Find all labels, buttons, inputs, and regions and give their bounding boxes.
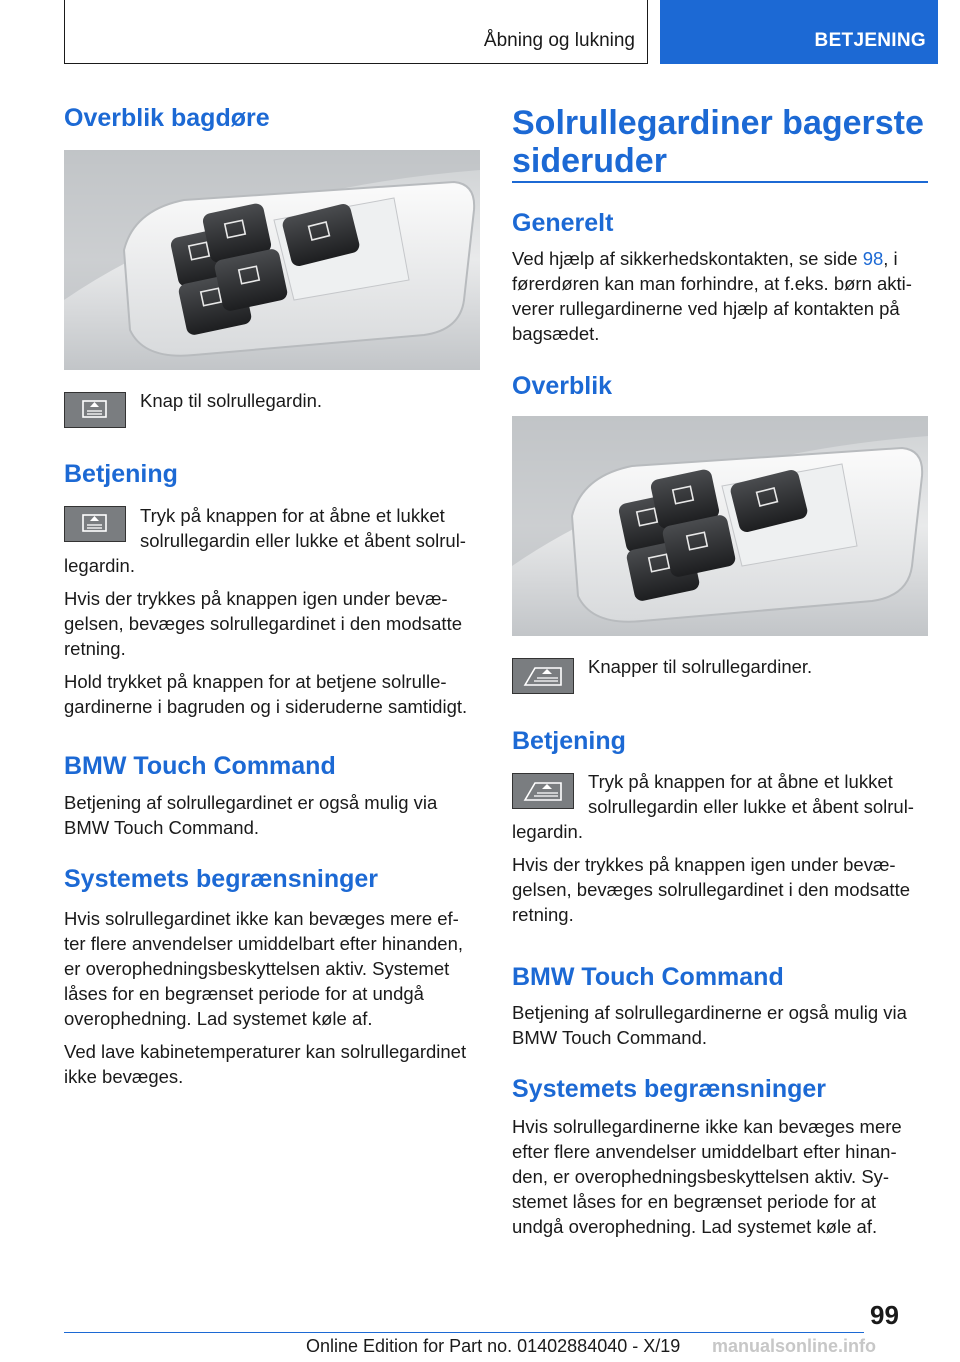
limits-paragraph-1: Hvis solrullegardinet ikke kan bevæges mere ef‐ter flere anvendelser umiddelbart efter hinanden, er overophedningsbeskyttelsen aktiv. Systemet låses for en begrænset periode for at undgå overophedning. Lad systemet køle af.: [64, 908, 464, 1029]
rear-switch-photo: [512, 416, 928, 636]
heading-begraensninger: Systemets begrænsninger: [64, 865, 378, 893]
footer-rule: [64, 1332, 864, 1333]
sunblind-button-icon: [64, 506, 126, 542]
generelt-text-a: Ved hjælp af sikkerhedskontakten, se side: [512, 248, 863, 269]
heading-betjening: Betjening: [64, 460, 178, 488]
betjening-line-2: solrullegardin eller lukke et åbent solrul‐: [140, 530, 466, 551]
side-window-blind-icon: [512, 773, 574, 809]
heading-overblik-bagdore: Overblik bagdøre: [64, 104, 270, 132]
chapter-title: Åbning og lukning: [483, 30, 635, 51]
page-link-98[interactable]: 98: [862, 248, 884, 269]
betjening-right-line-1: Tryk på knappen for at åbne et lukket: [588, 771, 893, 792]
heading-betjening-right: Betjening: [512, 727, 626, 755]
side-window-blind-icon: [512, 658, 574, 694]
generelt-text-b: , i førerdøren kan man forhindre, at f.eks. børn akti‐verer rullegardinerne ved hjælp af kontakten på bagsædet.: [512, 248, 912, 344]
limits-right-paragraph: Hvis solrullegardinerne ikke kan bevæges mere efter flere anvendelser umiddelbart efter hinan‐den, er overophedningsbeskyttelsen aktiv. Sy‐stemet låses for en begrænset periode for at undgå overophedning. Lad systemet køle af.: [512, 1116, 902, 1237]
sunblind-button-icon: [64, 392, 126, 428]
caption-knapper: Knapper til solrullegardiner.: [588, 656, 813, 677]
heading-solrullegardiner: Solrullegardiner bagerste sideruder: [512, 104, 924, 180]
betjening-paragraph-2: Hvis der trykkes på knappen igen under bevæ‐gelsen, bevæges solrullegardinet i den modsatte retning.: [64, 588, 462, 659]
betjening-right-paragraph-2: Hvis der trykkes på knappen igen under bevæ‐gelsen, bevæges solrullegardinet i den modsatte retning.: [512, 854, 910, 925]
caption-knap: Knap til solrullegardin.: [140, 390, 323, 411]
touch-right-paragraph: Betjening af solrullegardinerne er også mulig via BMW Touch Command.: [512, 1002, 907, 1048]
generelt-paragraph: [512, 246, 928, 346]
door-switch-photo: [64, 150, 480, 370]
betjening-right-line-3: legardin.: [512, 821, 583, 842]
header-section-tab: [660, 0, 938, 64]
heading-touch-command-right: BMW Touch Command: [512, 963, 784, 991]
door-switch-illustration: [64, 150, 480, 370]
betjening-right-line-2: solrullegardin eller lukke et åbent solrul‐: [588, 796, 914, 817]
betjening-line-3: legardin.: [64, 555, 135, 576]
header-chapter-box: [64, 0, 648, 64]
watermark: manualsonline.info: [712, 1336, 877, 1356]
page-number: 99: [870, 1300, 899, 1330]
heading-begraensninger-right: Systemets begrænsninger: [512, 1075, 826, 1103]
section-title: BETJENING: [814, 30, 926, 51]
heading-generelt: Generelt: [512, 209, 614, 237]
rear-switch-illustration: [512, 416, 928, 636]
betjening-paragraph-3: Hold trykket på knappen for at betjene solrulle‐gardinerne i bagruden og i sideruderne samtidigt.: [64, 671, 468, 717]
heading-rule: [512, 181, 928, 183]
footer-edition: Online Edition for Part no. 01402884040 - X/19: [306, 1336, 681, 1356]
touch-paragraph: Betjening af solrullegardinet er også mulig via BMW Touch Command.: [64, 792, 438, 838]
betjening-line-1: Tryk på knappen for at åbne et lukket: [140, 505, 445, 526]
heading-overblik: Overblik: [512, 372, 613, 400]
limits-paragraph-2: Ved lave kabinetemperaturer kan solrullegardinet ikke bevæges.: [64, 1041, 467, 1087]
heading-touch-command: BMW Touch Command: [64, 752, 336, 780]
